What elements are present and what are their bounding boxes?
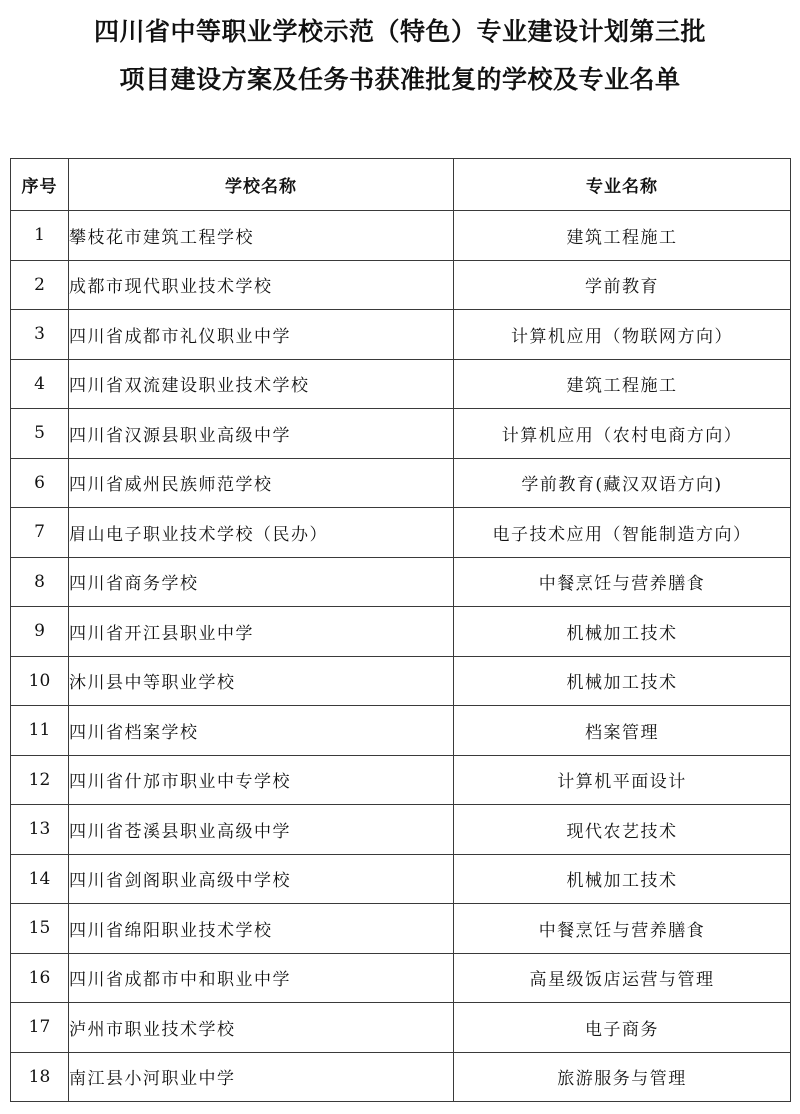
major-name: 机械加工技术	[454, 607, 791, 657]
row-number: 13	[11, 805, 69, 855]
row-number: 2	[11, 260, 69, 310]
school-name: 四川省开江县职业中学	[69, 607, 454, 657]
major-name: 建筑工程施工	[454, 211, 791, 261]
school-name: 成都市现代职业技术学校	[69, 260, 454, 310]
school-name: 沐川县中等职业学校	[69, 656, 454, 706]
major-name: 机械加工技术	[454, 854, 791, 904]
table-row	[11, 557, 791, 607]
row-number: 16	[11, 953, 69, 1003]
major-name: 计算机应用（物联网方向）	[454, 310, 791, 360]
document-title	[0, 8, 800, 104]
school-name: 四川省汉源县职业高级中学	[69, 409, 454, 459]
table-row	[11, 904, 791, 954]
school-name: 四川省商务学校	[69, 557, 454, 607]
major-name: 机械加工技术	[454, 656, 791, 706]
school-name: 四川省双流建设职业技术学校	[69, 359, 454, 409]
table-row	[11, 706, 791, 756]
row-number: 6	[11, 458, 69, 508]
major-name: 学前教育(藏汉双语方向)	[454, 458, 791, 508]
major-name: 电子商务	[454, 1003, 791, 1053]
row-number: 8	[11, 557, 69, 607]
table-row	[11, 211, 791, 261]
major-name: 学前教育	[454, 260, 791, 310]
major-name: 计算机平面设计	[454, 755, 791, 805]
row-number: 10	[11, 656, 69, 706]
row-number: 7	[11, 508, 69, 558]
table-row	[11, 260, 791, 310]
table-row	[11, 755, 791, 805]
title-line-2: 项目建设方案及任务书获准批复的学校及专业名单	[119, 65, 681, 94]
school-name: 四川省成都市中和职业中学	[69, 953, 454, 1003]
major-name: 旅游服务与管理	[454, 1052, 791, 1102]
header-school: 学校名称	[69, 159, 454, 211]
header-no: 序号	[11, 159, 69, 211]
table-row	[11, 508, 791, 558]
table-header-row	[11, 159, 791, 211]
table-row	[11, 656, 791, 706]
table-row	[11, 458, 791, 508]
title-line-1: 四川省中等职业学校示范（特色）专业建设计划第三批	[93, 17, 706, 46]
school-name: 四川省威州民族师范学校	[69, 458, 454, 508]
row-number: 14	[11, 854, 69, 904]
school-name: 四川省绵阳职业技术学校	[69, 904, 454, 954]
table-row	[11, 1003, 791, 1053]
major-name: 现代农艺技术	[454, 805, 791, 855]
table-row	[11, 607, 791, 657]
table-row	[11, 1052, 791, 1102]
school-name: 泸州市职业技术学校	[69, 1003, 454, 1053]
school-name: 四川省成都市礼仪职业中学	[69, 310, 454, 360]
table-row	[11, 805, 791, 855]
table-body	[11, 211, 791, 1102]
school-name: 眉山电子职业技术学校（民办）	[69, 508, 454, 558]
school-name: 南江县小河职业中学	[69, 1052, 454, 1102]
school-name: 四川省什邡市职业中专学校	[69, 755, 454, 805]
school-major-table	[10, 158, 791, 1102]
table-row	[11, 359, 791, 409]
school-name: 攀枝花市建筑工程学校	[69, 211, 454, 261]
school-name: 四川省苍溪县职业高级中学	[69, 805, 454, 855]
row-number: 9	[11, 607, 69, 657]
table-row	[11, 310, 791, 360]
row-number: 17	[11, 1003, 69, 1053]
school-name: 四川省剑阁职业高级中学校	[69, 854, 454, 904]
row-number: 3	[11, 310, 69, 360]
major-name: 档案管理	[454, 706, 791, 756]
major-name: 电子技术应用（智能制造方向）	[454, 508, 791, 558]
header-major: 专业名称	[454, 159, 791, 211]
row-number: 15	[11, 904, 69, 954]
major-name: 中餐烹饪与营养膳食	[454, 904, 791, 954]
table-row	[11, 409, 791, 459]
table-row	[11, 854, 791, 904]
major-name: 建筑工程施工	[454, 359, 791, 409]
row-number: 11	[11, 706, 69, 756]
row-number: 1	[11, 211, 69, 261]
school-name: 四川省档案学校	[69, 706, 454, 756]
table-row	[11, 953, 791, 1003]
row-number: 5	[11, 409, 69, 459]
major-name: 计算机应用（农村电商方向）	[454, 409, 791, 459]
row-number: 4	[11, 359, 69, 409]
row-number: 18	[11, 1052, 69, 1102]
row-number: 12	[11, 755, 69, 805]
major-name: 中餐烹饪与营养膳食	[454, 557, 791, 607]
major-name: 高星级饭店运营与管理	[454, 953, 791, 1003]
